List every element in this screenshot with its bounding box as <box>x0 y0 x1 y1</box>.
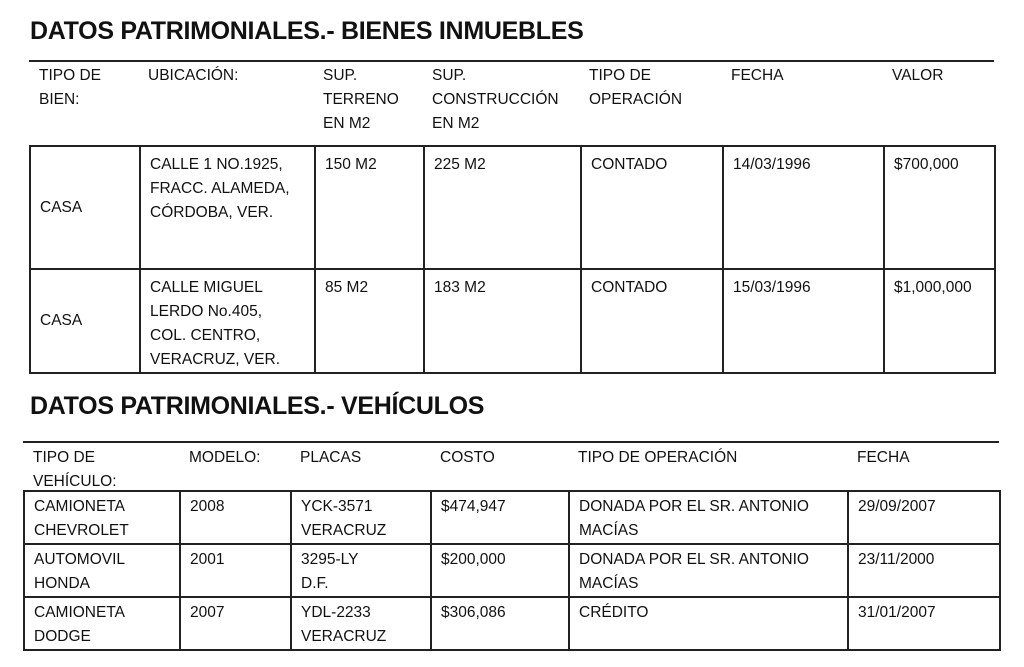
table-row <box>24 597 1000 650</box>
table-row <box>30 146 995 269</box>
cell-operacion: DONADA POR EL SR. ANTONIO MACÍAS <box>569 491 848 544</box>
cell-fecha: 31/01/2007 <box>848 597 1000 650</box>
inmuebles-header-operacion: TIPO DE OPERACIÓN <box>589 67 683 108</box>
inmuebles-header-sup-terreno: SUP. TERRENO EN M2 <box>323 67 399 132</box>
table-row <box>30 269 995 373</box>
table-row <box>24 544 1000 597</box>
cell-operacion: CONTADO <box>581 146 723 269</box>
cell-costo: $200,000 <box>431 544 569 597</box>
cell-valor: $700,000 <box>884 146 995 269</box>
vehiculos-header-rule <box>23 441 999 443</box>
cell-modelo: 2007 <box>180 597 291 650</box>
cell-modelo: 2001 <box>180 544 291 597</box>
cell-tipo: CASA <box>30 269 140 373</box>
cell-operacion: CRÉDITO <box>569 597 848 650</box>
vehiculos-header-placas: PLACAS <box>300 449 362 466</box>
cell-fecha: 29/09/2007 <box>848 491 1000 544</box>
inmuebles-header-sup-constr: SUP. CONSTRUCCIÓN EN M2 <box>432 67 559 132</box>
inmuebles-header-valor: VALOR <box>892 67 944 84</box>
cell-tipo-vehiculo: AUTOMOVIL HONDA <box>24 544 180 597</box>
cell-costo: $306,086 <box>431 597 569 650</box>
cell-sup-constr: 183 M2 <box>424 269 581 373</box>
cell-operacion: CONTADO <box>581 269 723 373</box>
cell-sup-terreno: 150 M2 <box>315 146 424 269</box>
inmuebles-header-fecha: FECHA <box>731 67 784 84</box>
cell-valor: $1,000,000 <box>884 269 995 373</box>
inmuebles-title: DATOS PATRIMONIALES.- BIENES INMUEBLES <box>30 17 584 45</box>
cell-modelo: 2008 <box>180 491 291 544</box>
vehiculos-header-modelo: MODELO: <box>189 449 261 466</box>
cell-sup-terreno: 85 M2 <box>315 269 424 373</box>
cell-ubicacion: CALLE 1 NO.1925, FRACC. ALAMEDA, CÓRDOBA, VER. <box>140 146 315 269</box>
table-row <box>24 491 1000 544</box>
cell-fecha: 23/11/2000 <box>848 544 1000 597</box>
cell-placas: YDL-2233 VERACRUZ <box>291 597 431 650</box>
vehiculos-header-costo: COSTO <box>440 449 495 466</box>
vehiculos-table <box>23 490 1001 651</box>
vehiculos-header-operacion: TIPO DE OPERACIÓN <box>578 449 738 466</box>
cell-fecha: 14/03/1996 <box>723 146 884 269</box>
cell-tipo-vehiculo: CAMIONETA DODGE <box>24 597 180 650</box>
cell-tipo: CASA <box>30 146 140 269</box>
cell-placas: YCK-3571 VERACRUZ <box>291 491 431 544</box>
cell-tipo-vehiculo: CAMIONETA CHEVROLET <box>24 491 180 544</box>
inmuebles-header-tipo: TIPO DE BIEN: <box>39 67 102 108</box>
cell-ubicacion: CALLE MIGUEL LERDO No.405, COL. CENTRO, VERACRUZ, VER. <box>140 269 315 373</box>
cell-placas: 3295-LY D.F. <box>291 544 431 597</box>
cell-fecha: 15/03/1996 <box>723 269 884 373</box>
vehiculos-header-fecha: FECHA <box>857 449 910 466</box>
cell-costo: $474,947 <box>431 491 569 544</box>
vehiculos-title: DATOS PATRIMONIALES.- VEHÍCULOS <box>30 392 485 420</box>
cell-operacion: DONADA POR EL SR. ANTONIO MACÍAS <box>569 544 848 597</box>
inmuebles-table <box>29 145 996 374</box>
vehiculos-header-tipo: TIPO DE VEHÍCULO: <box>33 449 117 490</box>
inmuebles-header-ubicacion: UBICACIÓN: <box>148 67 239 84</box>
cell-sup-constr: 225 M2 <box>424 146 581 269</box>
